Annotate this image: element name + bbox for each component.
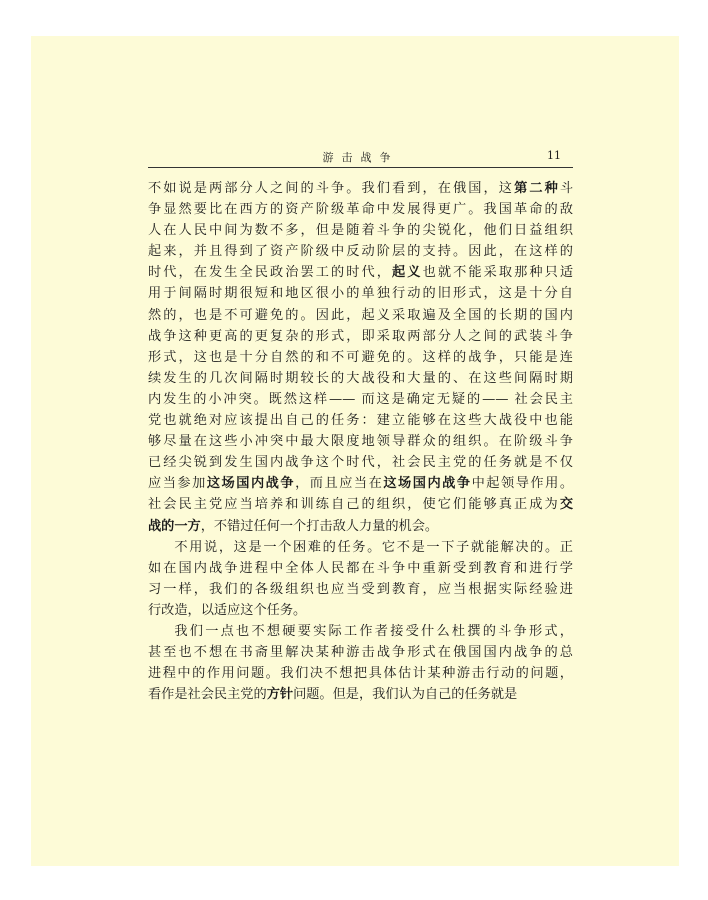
- emphasized-text: 起义: [392, 265, 423, 281]
- text-segment: 应当参加: [148, 476, 207, 492]
- text-segment: 够尽量在这些小冲突中最大限度地领导群众的组织。在阶级斗争: [148, 434, 573, 450]
- text-line: [148, 305, 573, 326]
- text-segment: 人在人民中间为数不多，但是随着斗争的尖锐化，他们日益组织: [148, 223, 573, 239]
- text-segment: 形式，这也是十分自然的和不可避免的。这样的战争，只能是连: [148, 349, 573, 365]
- text-segment: 续发生的几次间隔时期较长的大战役和大量的、在这些间隔时期: [148, 370, 573, 386]
- text-line: [148, 431, 573, 452]
- text-segment: 不用说，这是一个困难的任务。它不是一下子就能解决的。正: [174, 539, 573, 555]
- text-segment: ，而且应当在: [295, 476, 384, 492]
- text-segment: 已经尖锐到发生国内战争这个时代，社会民主党的任务就是不仅: [148, 455, 573, 471]
- text-line: [148, 663, 573, 684]
- emphasized-text: 战的一方: [148, 518, 201, 534]
- text-segment: 也就不能采取那种只适: [422, 265, 574, 281]
- text-segment: 看作是社会民主党的: [148, 687, 267, 703]
- paragraph: [148, 537, 573, 621]
- text-segment: ，不错过任何一个打击敌人力量的机会。: [200, 518, 439, 534]
- text-segment: 习一样，我们的各级组织也应当受到教育，应当根据实际经验进: [148, 581, 573, 597]
- text-segment: 行改造，以适应这个任务。: [148, 602, 307, 618]
- text-segment: 用于间隔时期很短和地区很小的单独行动的旧形式，这是十分自: [148, 286, 573, 302]
- text-line: [148, 452, 573, 473]
- page-header: [148, 145, 573, 168]
- text-segment: 然的，也是不可避免的。因此，起义采取遍及全国的长期的国内: [148, 307, 573, 323]
- text-line: [148, 579, 573, 600]
- text-line: [148, 621, 573, 642]
- text-line: [148, 537, 573, 558]
- text-line: [148, 684, 573, 705]
- text-segment: 不如说是两部分人之间的斗争。我们看到，在俄国，这: [148, 181, 515, 196]
- text-line: [148, 389, 573, 410]
- text-line: [148, 178, 573, 199]
- text-line: [148, 642, 573, 663]
- text-segment: 社会民主党应当培养和训练自己的组织，使它们能够真正成为: [148, 497, 560, 513]
- text-segment: 战争这种更高的更复杂的形式，即采取两部分人之间的武装斗争: [148, 328, 573, 344]
- text-segment: 内发生的小冲突。既然这样—— 而这是确定无疑的—— 社会民主: [148, 391, 573, 407]
- page-number: 11: [547, 149, 561, 162]
- text-segment: 问题。但是，我们认为自己的任务就是: [293, 687, 518, 703]
- text-segment: 甚至也不想在书斋里解决某种游击战争形式在俄国国内战争的总: [148, 645, 573, 661]
- text-line: [148, 368, 573, 389]
- paragraph: [148, 621, 573, 705]
- text-line: [148, 600, 573, 621]
- text-line: [148, 347, 573, 368]
- text-line: [148, 241, 573, 262]
- text-line: [148, 283, 573, 304]
- emphasized-text: 交: [559, 497, 573, 513]
- emphasized-text: 方针: [266, 687, 294, 703]
- text-line: [148, 326, 573, 347]
- running-title: 游击战争: [322, 151, 399, 164]
- text-segment: 进程中的作用问题。我们决不想把具体估计某种游击行动的问题，: [148, 666, 573, 682]
- text-line: [148, 516, 573, 537]
- text-segment: 斗: [559, 181, 574, 196]
- text-line: [148, 494, 573, 515]
- body-text: [148, 178, 573, 705]
- emphasized-text: 第二种: [514, 181, 560, 196]
- text-line: [148, 199, 573, 220]
- text-line: [148, 410, 573, 431]
- text-segment: 起来，并且得到了资产阶级中反动阶层的支持。因此，在这样的: [148, 244, 573, 260]
- emphasized-text: 这场国内战争: [383, 476, 472, 492]
- text-segment: 争显然要比在西方的资产阶级革命中发展得更广。我国革命的敌: [148, 202, 573, 218]
- text-line: [148, 262, 573, 283]
- text-segment: 我们一点也不想硬要实际工作者接受什么杜撰的斗争形式，: [174, 623, 573, 639]
- text-segment: 中起领导作用。: [471, 476, 574, 492]
- text-line: [148, 558, 573, 579]
- text-line: [148, 220, 573, 241]
- emphasized-text: 这场国内战争: [206, 476, 296, 492]
- text-line: [148, 473, 573, 494]
- text-segment: 如在国内战争进程中全体人民都在斗争中重新受到教育和进行学: [148, 560, 573, 576]
- text-segment: 党也就绝对应该提出自己的任务：建立能够在这些大战役中也能: [148, 413, 573, 429]
- text-segment: 时代，在发生全民政治罢工的时代，: [148, 265, 393, 281]
- paragraph: [148, 178, 573, 537]
